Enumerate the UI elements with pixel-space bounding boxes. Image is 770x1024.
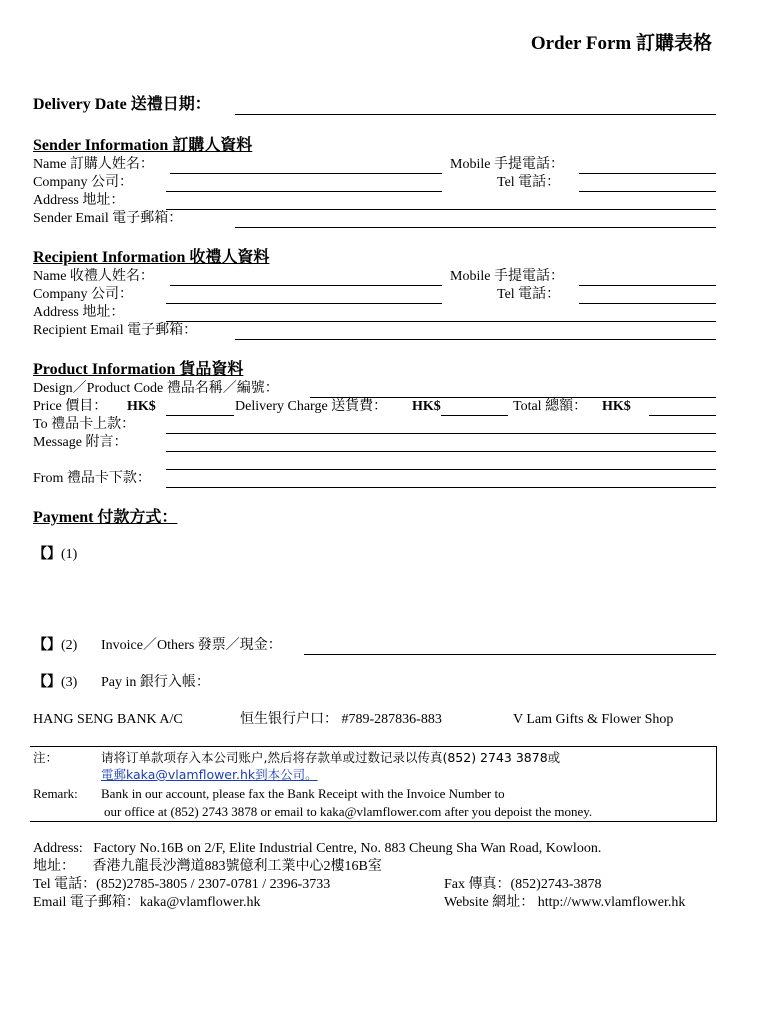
total-currency: HK$ — [602, 399, 631, 414]
message-label: Message 附言： — [33, 435, 128, 450]
message-field-line-2[interactable] — [166, 469, 716, 470]
recipient-email-label: Recipient Email 電子郵箱： — [33, 323, 198, 338]
delivery-charge-field[interactable] — [441, 415, 508, 416]
message-field-line-1[interactable] — [166, 451, 716, 452]
sender-company-label: Company 公司： — [33, 175, 133, 190]
delivery-charge-label: Delivery Charge 送貨費： — [235, 399, 388, 414]
price-label: Price 價目： — [33, 399, 108, 414]
checkbox-bracket: 【】 — [33, 638, 61, 653]
checkbox-bracket: 【】 — [33, 547, 61, 562]
payment-option-3[interactable] — [33, 675, 77, 691]
recipient-tel-label: Tel 電話： — [497, 287, 561, 302]
footer-address-en: Address: Factory No.16B on 2/F, Elite Industrial Centre, No. 883 Cheung Sha Wan Road, Kowloon. — [33, 841, 602, 856]
sender-name-field[interactable] — [170, 173, 442, 174]
checkbox-bracket: 【】 — [33, 675, 61, 690]
sender-email-label: Sender Email 電子郵箱： — [33, 211, 183, 226]
recipient-mobile-label: Mobile 手提電話： — [450, 269, 564, 284]
option-number: (2) — [61, 638, 78, 653]
pay-in-label: Pay in 銀行入帳： — [101, 675, 210, 690]
footer-address-cn: 地址： 香港九龍長沙灣道883號億利工業中心2樓16B室 — [33, 859, 382, 874]
delivery-date-label: Delivery Date 送禮日期： — [33, 96, 211, 113]
payment-heading: Payment 付款方式： — [33, 509, 178, 526]
card-from-label: From 禮品卡下款： — [33, 471, 151, 486]
sender-name-label: Name 訂購人姓名： — [33, 157, 154, 172]
bank-account: 恒生银行户口： #789-287836-883 — [240, 712, 442, 727]
sender-tel-label: Tel 電話： — [497, 175, 561, 190]
card-to-label: To 禮品卡上款： — [33, 417, 136, 432]
delivery-date-field[interactable] — [235, 114, 716, 115]
recipient-email-field[interactable] — [235, 339, 716, 340]
recipient-company-field[interactable] — [166, 303, 442, 304]
option-number: (3) — [61, 675, 78, 690]
remark-cn-text-1: 请将订单款项存入本公司账户,然后将存款单或过数记录以传真(852) 2743 3878或 — [101, 750, 561, 765]
footer-tel: Tel 電話：(852)2785-3805 / 2307-0781 / 2396-3733 — [33, 877, 331, 892]
product-code-label: Design／Product Code 禮品名稱／編號： — [33, 381, 279, 396]
delivery-charge-currency: HK$ — [412, 399, 441, 414]
recipient-name-label: Name 收禮人姓名： — [33, 269, 154, 284]
total-field[interactable] — [649, 415, 716, 416]
payment-option-2[interactable] — [33, 638, 77, 654]
recipient-address-field[interactable] — [166, 321, 716, 322]
product-heading: Product Information 貨品資料 — [33, 361, 244, 378]
card-from-field[interactable] — [166, 487, 716, 488]
sender-heading: Sender Information 訂購人資料 — [33, 137, 253, 154]
remark-cn-label: 注： — [33, 750, 59, 765]
price-currency: HK$ — [127, 399, 156, 414]
recipient-address-label: Address 地址： — [33, 305, 125, 320]
bank-name: HANG SENG BANK A/C — [33, 712, 183, 727]
recipient-tel-field[interactable] — [579, 303, 716, 304]
sender-address-field[interactable] — [166, 209, 716, 210]
option-number: (1) — [61, 547, 78, 562]
recipient-mobile-field[interactable] — [579, 285, 716, 286]
sender-mobile-label: Mobile 手提電話： — [450, 157, 564, 172]
price-field[interactable] — [166, 415, 234, 416]
sender-email-field[interactable] — [235, 227, 716, 228]
footer-website: Website 網址： http://www.vlamflower.hk — [444, 895, 686, 910]
remark-en-label: Remark: — [33, 786, 78, 801]
remark-en-text-2: our office at (852) 2743 3878 or email to kaka@vlamflower.com after you depoist the money. — [104, 804, 593, 819]
total-label: Total 總額： — [513, 399, 588, 414]
sender-tel-field[interactable] — [579, 191, 716, 192]
shop-name: V Lam Gifts & Flower Shop — [513, 712, 674, 727]
recipient-heading: Recipient Information 收禮人資料 — [33, 249, 270, 266]
recipient-company-label: Company 公司： — [33, 287, 133, 302]
recipient-name-field[interactable] — [170, 285, 442, 286]
sender-mobile-field[interactable] — [579, 173, 716, 174]
card-to-field[interactable] — [166, 433, 716, 434]
payment-option-1[interactable] — [33, 547, 77, 563]
sender-company-field[interactable] — [166, 191, 442, 192]
invoice-field[interactable] — [304, 654, 716, 655]
product-code-field[interactable] — [310, 397, 716, 398]
footer-fax: Fax 傳真：(852)2743-3878 — [444, 877, 602, 892]
footer-email: Email 電子郵箱：kaka@vlamflower.hk — [33, 895, 261, 910]
page-title: Order Form 訂購表格 — [530, 33, 712, 54]
remark-en-text-1: Bank in our account, please fax the Bank Receipt with the Invoice Number to — [101, 786, 505, 801]
remark-cn-text-2[interactable]: 電郵kaka@vlamflower.hk到本公司。 — [101, 767, 318, 782]
invoice-label: Invoice／Others 發票／現金： — [101, 638, 282, 653]
sender-address-label: Address 地址： — [33, 193, 125, 208]
